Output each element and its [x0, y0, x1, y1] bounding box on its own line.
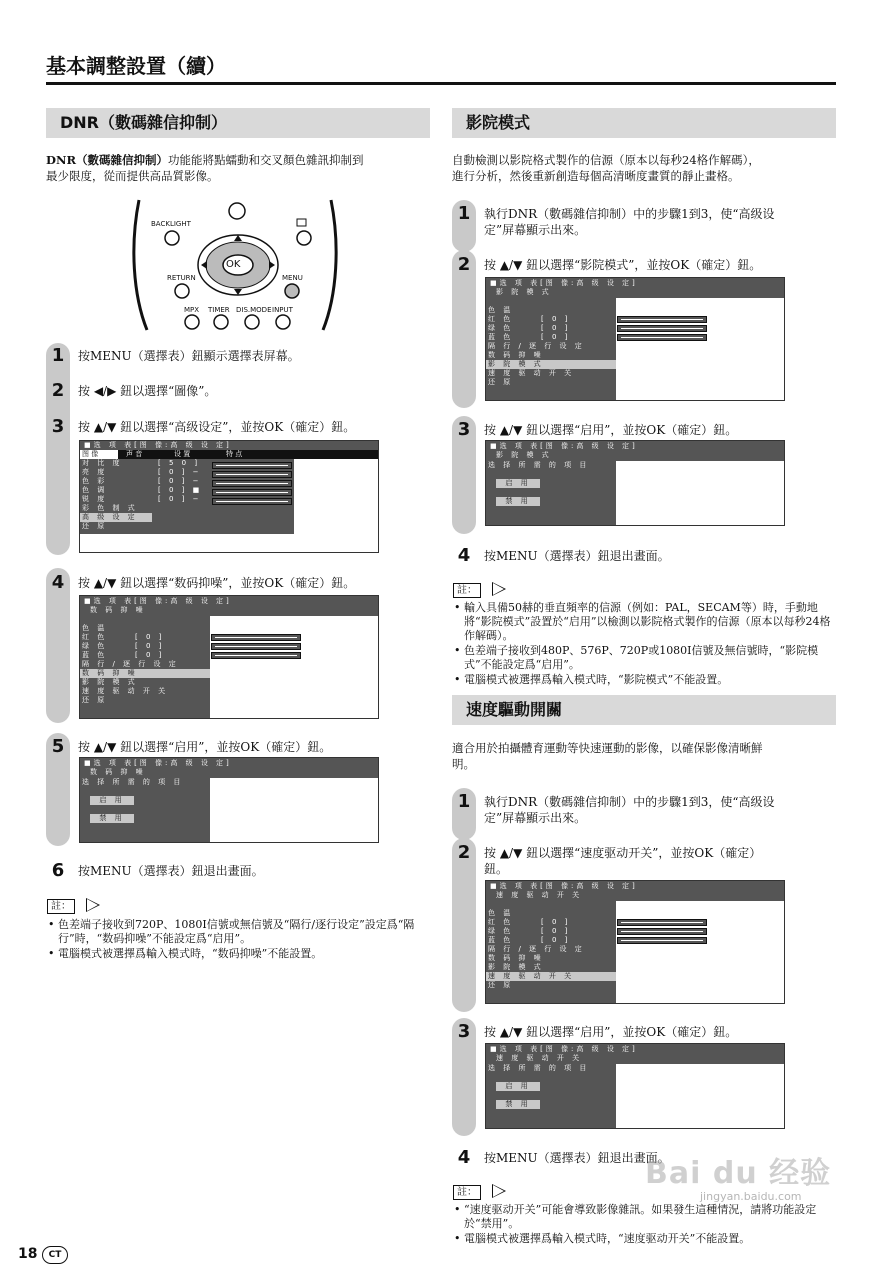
watermark-brand: Bai du 经验 [645, 1156, 832, 1191]
step-number: 1 [51, 345, 65, 366]
step-text: 按 ▲/▼ 鈕以選擇“影院模式”，並按OK（確定）鈕。 [484, 258, 762, 272]
note-arrow-icon [492, 1184, 506, 1198]
osd-row: 蓝 色 [ 0 ] [488, 936, 571, 944]
step-number: 3 [457, 419, 471, 440]
note-label: 註： [453, 1185, 481, 1200]
steps-bar [452, 838, 476, 1012]
slider-green [617, 325, 707, 332]
step-text: 按MENU（選擇表）鈕退出畫面。 [78, 864, 264, 878]
speed-drive-notes [454, 1203, 834, 1247]
tab-feature: 特 点 [226, 450, 243, 458]
title-rule [46, 82, 836, 85]
tab-setup: 设 置 [174, 450, 191, 458]
osd-header: ■选 项 表[图 像:高 级 设 定] 速 度 驱 动 开 关 [486, 1044, 784, 1064]
osd-list [486, 461, 616, 525]
step-text: 按MENU（選擇表）鈕退出畫面。 [484, 549, 670, 563]
slider-contrast [212, 462, 292, 469]
osd-row: 还 原 [82, 696, 108, 704]
speed-drive-intro [452, 740, 836, 772]
input-button-icon [276, 315, 290, 329]
osd-header: ■选 项 表[图 像:高 级 设 定] 影 院 模 式 [486, 278, 784, 298]
step-text: 按 ▲/▼ 鈕以選擇“启用”，並按OK（確定）鈕。 [484, 423, 738, 437]
osd-row-selected: 数 码 抑 噪 [80, 669, 210, 678]
slider-red [211, 634, 301, 641]
remote-left-edge [134, 200, 147, 330]
step-number: 1 [457, 791, 471, 812]
teletext-icon [297, 219, 306, 226]
dnr-intro-bold: DNR（數碼雜信抑制） [46, 153, 169, 167]
step-number: 1 [457, 203, 471, 224]
note-label: 註： [453, 583, 481, 598]
osd-row: 隔 行 / 逐 行 设 定 [488, 342, 585, 350]
osd-row: 影 院 模 式 [82, 678, 138, 686]
osd-row: 红 色 [ 0 ] [488, 315, 571, 323]
step-number: 3 [457, 1021, 471, 1042]
slider-sharpness [212, 498, 292, 505]
osd-menu [79, 440, 379, 553]
note-arrow-icon [492, 582, 506, 596]
dismode-button-icon [245, 315, 259, 329]
watermark-url: jingyan.baidu.com [700, 1190, 802, 1203]
slider-blue [617, 937, 707, 944]
teletext-button-icon [297, 231, 311, 245]
steps-bar [46, 343, 70, 555]
note-item: • 電腦模式被選擇爲輸入模式時，“影院模式”不能設置。 [454, 673, 729, 686]
osd-header: ■选 项 表[图 像:高 级 设 定] 数 码 抑 噪 [80, 758, 378, 778]
note-item: • 電腦模式被選擇爲輸入模式時，“速度驱动开关”不能設置。 [454, 1232, 751, 1245]
input-label: INPUT [272, 306, 293, 314]
note-item: • 電腦模式被選擇爲輸入模式時，“数码抑噪”不能設置。 [48, 947, 323, 960]
slider-blue [211, 652, 301, 659]
osd-row: 速 度 驱 动 开 关 [82, 687, 169, 695]
option-enable: 启 用 [496, 479, 540, 488]
osd-prompt: 选 择 所 需 的 项 目 [82, 778, 184, 786]
osd-row: 数 码 抑 噪 [488, 954, 544, 962]
speed-drive-heading: 速度驅動開關 [452, 695, 836, 725]
osd-header: ■选 项 表[图 像:高 级 设 定] 影 院 模 式 [486, 441, 784, 461]
osd-row: 色 温 [488, 909, 514, 917]
osd-row: 对 比 度 [ 5 0 ] [82, 459, 201, 467]
cinema-notes [454, 601, 834, 688]
note-item: • 色差端子接收到480P、576P、720P或1080I信號及無信號時，“影院模式”不能設定爲“启用”。 [454, 644, 819, 671]
speed-intro-line1: 適合用於拍攝體育運動等快速運動的影像，以確保影像清晰鮮 [452, 741, 763, 755]
timer-button-icon [214, 315, 228, 329]
step-number: 6 [51, 860, 65, 881]
osd-row: 彩 色 制 式 [82, 504, 138, 512]
note-item: • 色差端子接收到720P、1080I信號或無信號及“隔行/逐行设定”設定爲“隔行”時，“数码抑噪”不能設定爲“启用”。 [48, 918, 415, 945]
step-text: 按 ◀/▶ 鈕以選擇“圖像”。 [78, 384, 217, 398]
note-arrow-icon [86, 898, 100, 912]
osd-row: 绿 色 [ 0 ] [82, 642, 165, 650]
tab-sound: 声 音 [126, 450, 143, 458]
note-label: 註： [47, 899, 75, 914]
cinema-intro [452, 152, 836, 184]
step-text: 按 ▲/▼ 鈕以選擇“启用”，並按OK（確定）鈕。 [78, 740, 332, 754]
option-disable: 禁 用 [90, 814, 134, 823]
step-number: 2 [51, 380, 65, 401]
cinema-intro-line1: 自動檢測以影院格式製作的信源（原本以每秒24格作解碼）， [452, 153, 760, 167]
tab-image: 图 像 [80, 450, 118, 459]
cinema-intro-line2: 進行分析，然後重新創造每個高清晰度畫質的靜止畫格。 [452, 169, 740, 183]
osd-header: ■选 项 表[图 像:高 级 设 定] 数 码 抑 噪 [80, 596, 378, 616]
osd-row: 色 温 [488, 306, 514, 314]
osd-list [80, 778, 210, 842]
osd-row: 亮 度 [ 0 ] − [82, 468, 202, 476]
dnr-heading: DNR（數碼雜信抑制） [46, 108, 430, 138]
step-number: 2 [457, 842, 471, 863]
slider-blue [617, 334, 707, 341]
slider-green [211, 643, 301, 650]
dismode-label: DIS.MODE [236, 306, 272, 314]
step-text: 按MENU（選擇表）鈕退出畫面。 [484, 1151, 670, 1165]
step-text: 按MENU（選擇表）鈕顯示選擇表屏幕。 [78, 349, 300, 363]
step-number: 5 [51, 736, 65, 757]
osd-row: 红 色 [ 0 ] [82, 633, 165, 641]
step-number: 2 [457, 254, 471, 275]
osd-list [486, 298, 616, 400]
step-text: 執行DNR（數碼雜信抑制）中的步驟1到3，使“高级设 定”屏幕顯示出來。 [484, 207, 775, 237]
osd-row: 色 彩 [ 0 ] − [82, 477, 202, 485]
osd-row: 数 码 抑 噪 [488, 351, 544, 359]
page-title: 基本調整設置（續） [46, 54, 226, 78]
step-text: 按 ▲/▼ 鈕以選擇“高级设定”，並按OK（確定）鈕。 [78, 420, 356, 434]
osd-header: ■选 项 表[图 像:高 级 设 定] [80, 441, 378, 450]
osd-row: 高 级 设 定 [80, 513, 152, 522]
step-number: 4 [51, 572, 65, 593]
osd-row: 蓝 色 [ 0 ] [488, 333, 571, 341]
power-button-icon [229, 203, 245, 219]
osd-row: 还 原 [488, 378, 514, 386]
osd-row: 影 院 模 式 [488, 963, 544, 971]
osd-prompt: 选 择 所 需 的 项 目 [488, 1064, 590, 1072]
osd-menu [79, 595, 379, 719]
osd-menu [485, 440, 785, 526]
cinema-heading: 影院模式 [452, 108, 836, 138]
osd-row: 色 温 [82, 624, 108, 632]
return-button-icon [175, 284, 189, 298]
osd-list [486, 1064, 616, 1128]
osd-row: 还 原 [488, 981, 514, 989]
osd-menu [485, 1043, 785, 1129]
osd-row-selected: 速 度 驱 动 开 关 [486, 972, 616, 981]
page-number: 18 [18, 1246, 38, 1262]
slider-red [617, 919, 707, 926]
return-label: RETURN [167, 274, 196, 282]
note-item: • 輸入具備50赫的垂直頻率的信源（例如：PAL，SECAM等）時，手動地將“影院模式”設置於“启用”以檢測以影院格式製作的信源（原本以每秒24格作解碼）。 [454, 601, 831, 642]
option-disable: 禁 用 [496, 1100, 540, 1109]
dnr-intro-line1: 功能能將點蠕動和交叉顏色雜訊抑制到 [168, 153, 364, 167]
osd-row-selected: 影 院 模 式 [486, 360, 616, 369]
backlight-label: BACKLIGHT [151, 220, 191, 228]
dnr-notes [48, 918, 428, 962]
slider-brightness [212, 471, 292, 478]
osd-row: 绿 色 [ 0 ] [488, 927, 571, 935]
osd-row: 隔 行 / 逐 行 设 定 [82, 660, 179, 668]
option-disable: 禁 用 [496, 497, 540, 506]
option-enable: 启 用 [496, 1082, 540, 1091]
osd-row: 色 调 [ 0 ] ■ [82, 486, 203, 494]
osd-menu [485, 277, 785, 401]
osd-row: 蓝 色 [ 0 ] [82, 651, 165, 659]
language-badge: CT [42, 1246, 68, 1264]
osd-row: 红 色 [ 0 ] [488, 918, 571, 926]
osd-prompt: 选 择 所 需 的 项 目 [488, 461, 590, 469]
osd-row: 绿 色 [ 0 ] [488, 324, 571, 332]
note-item: • “速度驱动开关”可能會導致影像雜訊。如果發生這種情況，請將功能設定於“禁用”。 [454, 1203, 817, 1230]
step-text: 執行DNR（數碼雜信抑制）中的步驟1到3，使“高级设 定”屏幕顯示出來。 [484, 795, 775, 825]
osd-header: ■选 项 表[图 像:高 级 设 定] 速 度 驱 动 开 关 [486, 881, 784, 901]
osd-list [80, 616, 210, 718]
step-text: 按 ▲/▼ 鈕以選擇“启用”，並按OK（確定）鈕。 [484, 1025, 738, 1039]
menu-label: MENU [282, 274, 303, 282]
osd-tabs [80, 450, 378, 459]
slider-red [617, 316, 707, 323]
ok-label: OK [226, 259, 241, 270]
backlight-button-icon [165, 231, 179, 245]
step-number: 3 [51, 416, 65, 437]
menu-button-icon [285, 284, 299, 298]
osd-row: 隔 行 / 逐 行 设 定 [488, 945, 585, 953]
step-text: 按 ▲/▼ 鈕以選擇“速度驱动开关”，並按OK（確定） 鈕。 [484, 846, 762, 876]
step-number: 4 [457, 1147, 471, 1168]
step-number: 4 [457, 545, 471, 566]
speed-intro-line2: 明。 [452, 757, 475, 771]
timer-label: TIMER [208, 306, 230, 314]
step-text: 按 ▲/▼ 鈕以選擇“数码抑噪”，並按OK（確定）鈕。 [78, 576, 356, 590]
osd-row: 速 度 驱 动 开 关 [488, 369, 575, 377]
osd-row: 还 原 [82, 522, 108, 530]
dnr-intro [46, 152, 430, 184]
mpx-button-icon [185, 315, 199, 329]
osd-menu [79, 757, 379, 843]
dnr-intro-line2: 最少限度，從而提供高品質影像。 [46, 169, 219, 183]
slider-tint [212, 489, 292, 496]
slider-green [617, 928, 707, 935]
mpx-label: MPX [184, 306, 200, 314]
remote-right-edge [323, 200, 336, 330]
osd-row: 锐 度 [ 0 ] − [82, 495, 202, 503]
option-enable: 启 用 [90, 796, 134, 805]
osd-menu [485, 880, 785, 1004]
osd-list [486, 901, 616, 1003]
slider-color [212, 480, 292, 487]
